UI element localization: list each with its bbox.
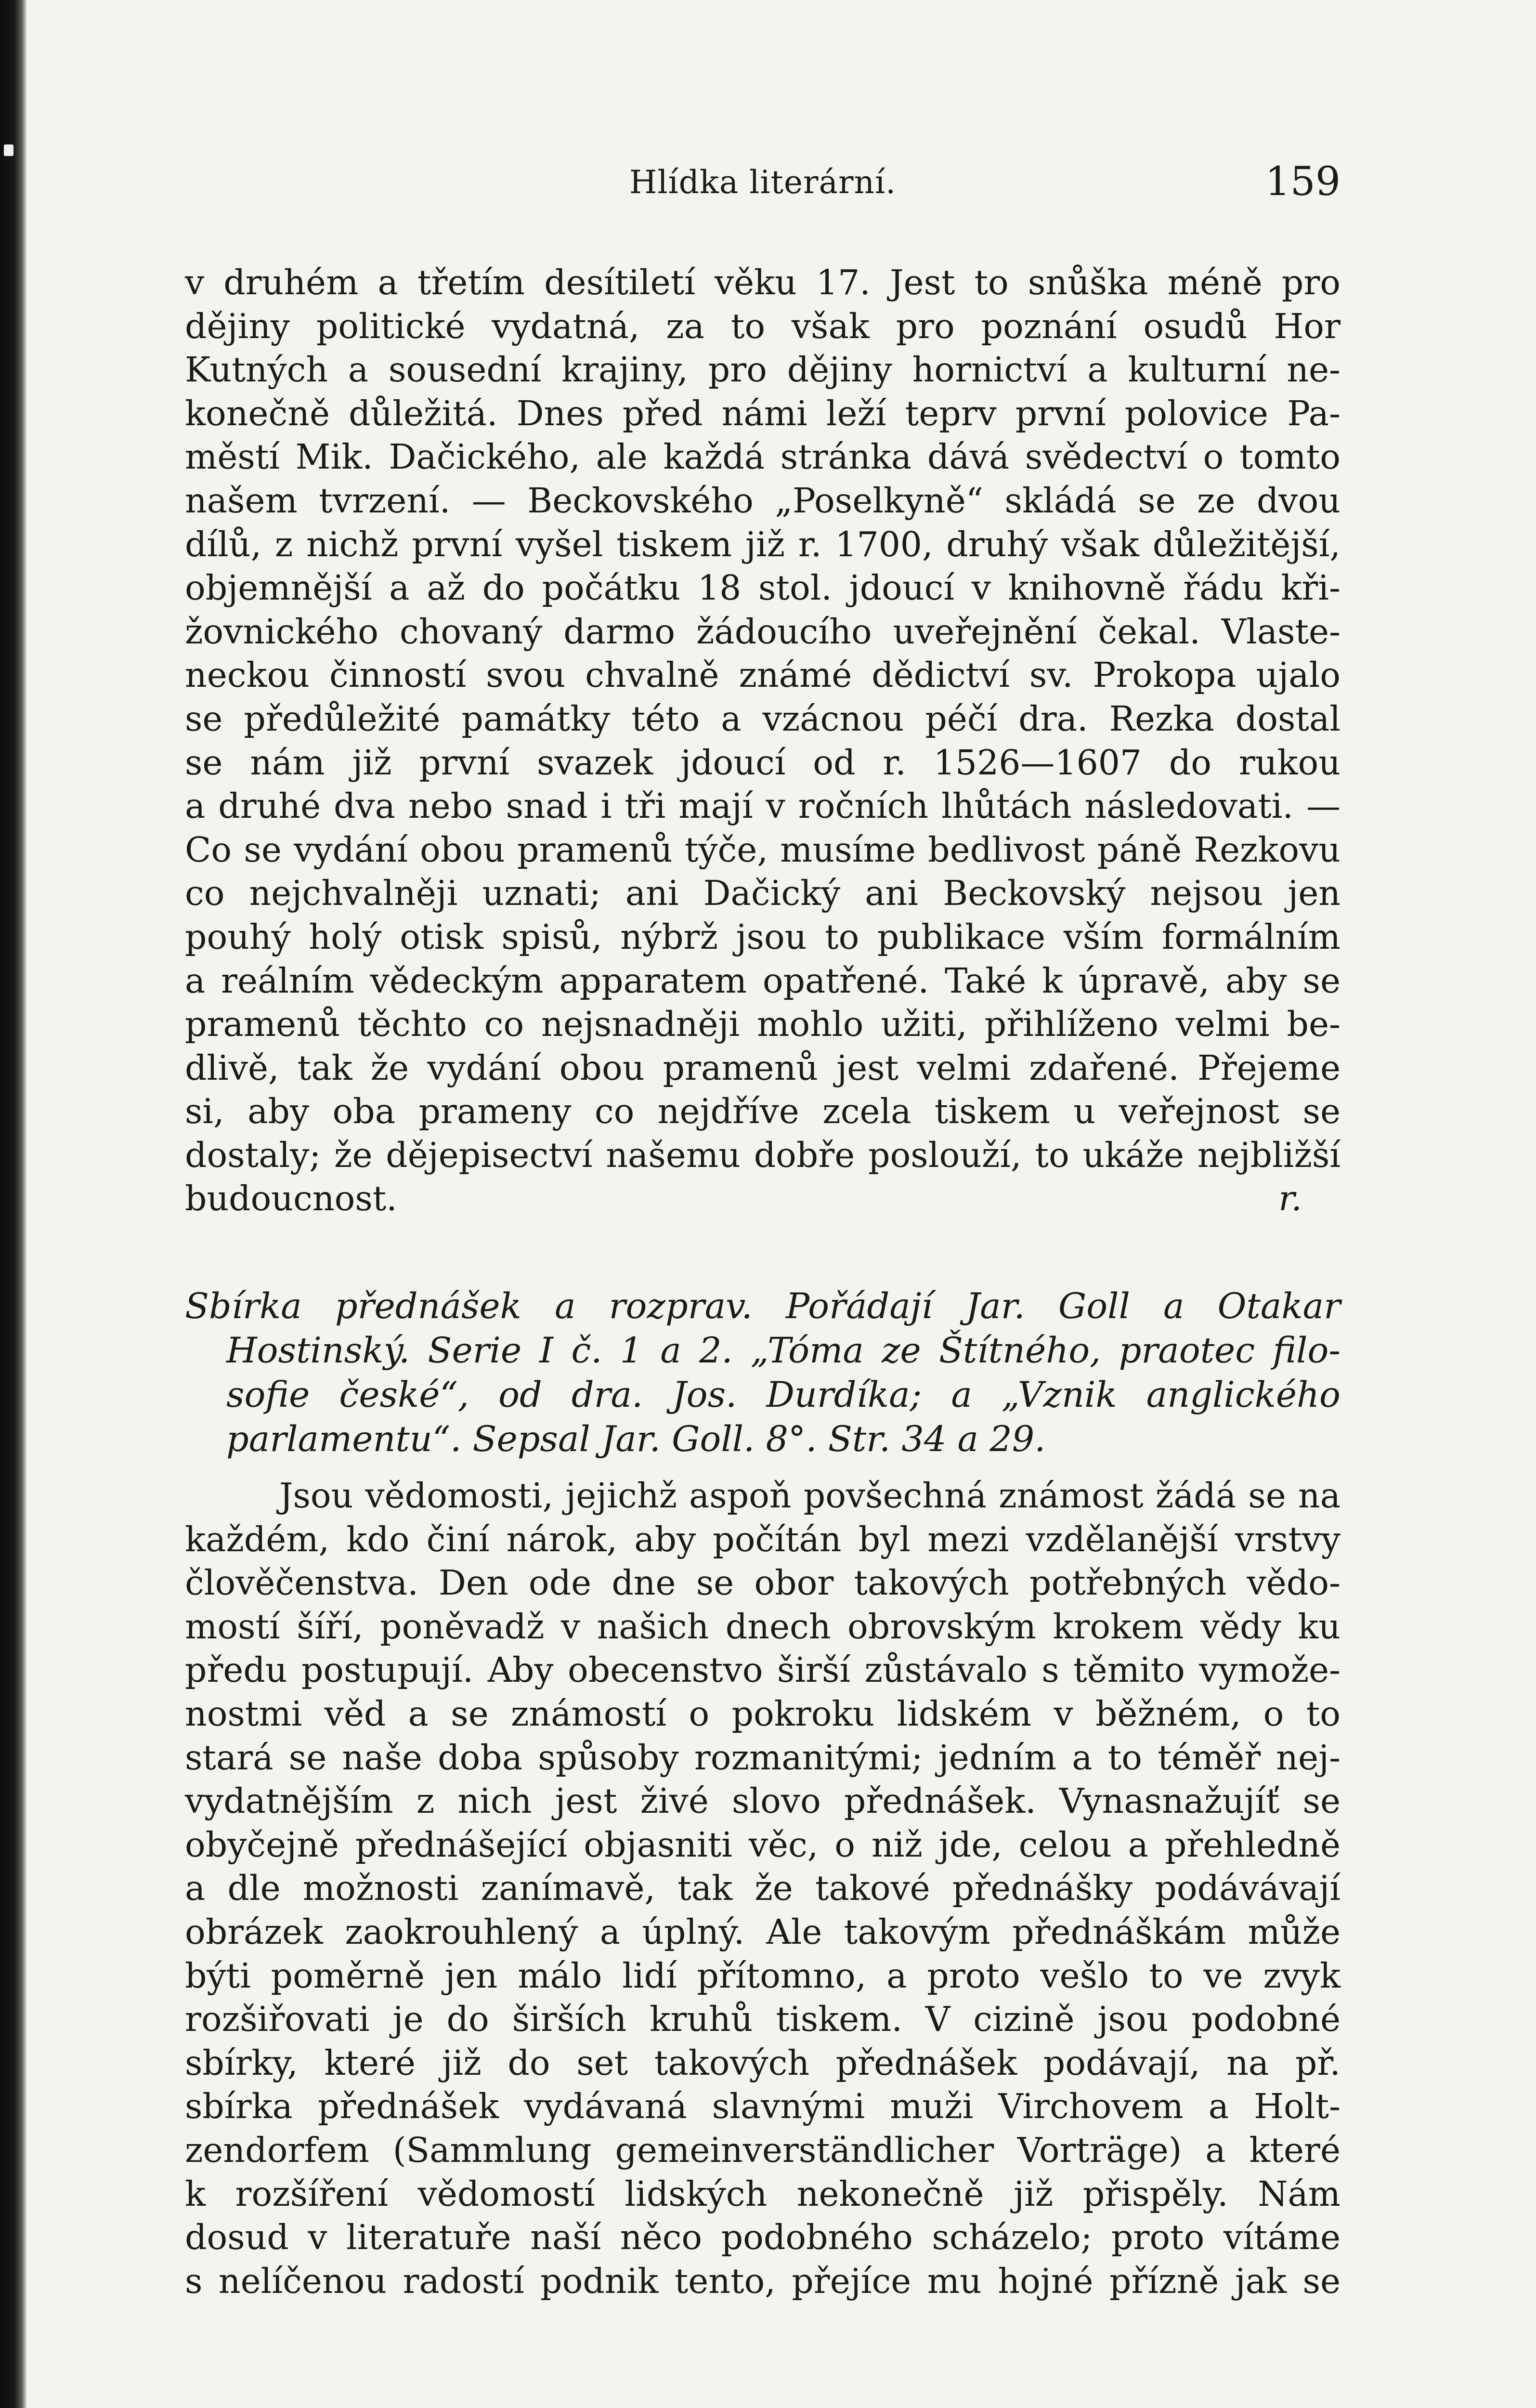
text-line: k rozšíření vědomostí lidských nekonečně již přispěly. Nám bbox=[185, 2173, 1341, 2214]
running-title: Hlídka literární. bbox=[629, 164, 897, 201]
paragraph-2 bbox=[185, 1474, 1341, 2303]
scan-edge-mark bbox=[4, 144, 13, 156]
text-line: a dle možnosti zanímavě, tak že takové přednášky podávávají bbox=[185, 1868, 1341, 1909]
closing-word: budoucnost. bbox=[185, 1178, 397, 1219]
paragraph-1 bbox=[185, 261, 1341, 1221]
text-line: obyčejně přednášející objasniti věc, o niž jde, celou a přehledně bbox=[185, 1824, 1341, 1865]
heading-line: parlamentu“. Sepsal Jar. Goll. 8°. Str. 34 a 29. bbox=[226, 1419, 1046, 1460]
text-line: neckou činností svou chvalně známé dědictví sv. Prokopa ujalo bbox=[185, 655, 1341, 695]
text-line: předu postupují. Aby obecenstvo širší zůstávalo s těmito vymože- bbox=[185, 1650, 1341, 1690]
text-line: Jsou vědomosti, jejichž aspoň povšechná známost žádá se na bbox=[279, 1476, 1341, 1516]
text-line: mostí šíří, poněvadž v našich dnech obrovským krokem vědy ku bbox=[185, 1606, 1341, 1647]
text-line: v druhém a třetím desítiletí věku 17. Jest to snůška méně pro bbox=[185, 262, 1341, 302]
scan-edge bbox=[0, 0, 26, 2408]
text-line: městí Mik. Dačického, ale každá stránka dává svědectví o tomto bbox=[185, 437, 1341, 477]
text-line: a druhé dva nebo snad i tři mají v ročních lhůtách následovati. — bbox=[185, 786, 1341, 826]
text-line: se předůležité památky této a vzácnou péčí dra. Rezka dostal bbox=[185, 698, 1341, 739]
text-line: býti poměrně jen málo lidí přítomno, a proto vešlo to ve zvyk bbox=[185, 1955, 1341, 1996]
text-line: dosud v literatuře naší něco podobného scházelo; proto vítáme bbox=[185, 2217, 1341, 2258]
text-line: objemnější a až do počátku 18 stol. jdoucí v knihovně řádu kři- bbox=[185, 568, 1341, 608]
text-line: obrázek zaokrouhlený a úplný. Ale takovým přednáškám může bbox=[185, 1912, 1341, 1952]
text-line: pramenů těchto co nejsnadněji mohlo užiti, přihlíženo velmi be- bbox=[185, 1004, 1341, 1045]
text-line-last bbox=[185, 1177, 1341, 1221]
text-line: stará se naše doba spůsoby rozmanitými; jedním a to téměř nej- bbox=[185, 1737, 1341, 1778]
text-line: našem tvrzení. — Beckovského „Poselkyně“ skládá se ze dvou bbox=[185, 480, 1341, 521]
text-line: vydatnějším z nich jest živé slovo přednášek. Vynasnažujíť se bbox=[185, 1781, 1341, 1821]
heading-line: Sbírka přednášek a rozprav. Pořádají Jar. Goll a Otakar bbox=[185, 1286, 1341, 1327]
author-signature: r. bbox=[1278, 1178, 1302, 1219]
text-line: konečně důležitá. Dnes před námi leží teprv první polovice Pa- bbox=[185, 393, 1341, 433]
text-line: dostaly; že dějepisectví našemu dobře poslouží, to ukáže nejbližší bbox=[185, 1135, 1341, 1175]
text-line: Kutných a sousední krajiny, pro dějiny hornictví a kulturní ne- bbox=[185, 350, 1341, 390]
text-line: a reálním vědeckým apparatem opatřené. Také k úpravě, aby se bbox=[185, 960, 1341, 1001]
text-line: dlivě, tak že vydání obou pramenů jest velmi zdařené. Přejeme bbox=[185, 1047, 1341, 1088]
text-line: dějiny politické vydatná, za to však pro poznání osudů Hor bbox=[185, 306, 1341, 346]
review-heading bbox=[185, 1284, 1341, 1462]
text-line: Co se vydání obou pramenů týče, musíme bedlivost páně Rezkovu bbox=[185, 829, 1341, 870]
text-line: žovnického chovaný darmo žádoucího uveřejnění čekal. Vlaste- bbox=[185, 611, 1341, 652]
text-line: každém, kdo činí nárok, aby počítán byl mezi vzdělanější vrstvy bbox=[185, 1519, 1341, 1559]
text-line: si, aby oba prameny co nejdříve zcela tiskem u veřejnost se bbox=[185, 1091, 1341, 1132]
text-line: sbírky, které již do set takových přednášek podávají, na př. bbox=[185, 2042, 1341, 2083]
text-line: zendorfem (Sammlung gemeinverständlicher Vorträge) a které bbox=[185, 2130, 1341, 2170]
page bbox=[185, 159, 1341, 2303]
text-line: s nelíčenou radostí podnik tento, přejíce mu hojné přízně jak se bbox=[185, 2261, 1341, 2301]
text-line: nostmi věd a se známostí o pokroku lidském v běžném, o to bbox=[185, 1694, 1341, 1734]
running-head bbox=[185, 159, 1341, 217]
heading-line: Hostinský. Serie I č. 1 a 2. „Tóma ze Štítného, praotec filo- bbox=[226, 1330, 1341, 1372]
text-line: rozšiřovati je do širších kruhů tiskem. V cizině jsou podobné bbox=[185, 1999, 1341, 2040]
text-line: dílů, z nichž první vyšel tiskem již r. 1700, druhý však důležitější, bbox=[185, 524, 1341, 564]
text-line: sbírka přednášek vydávaná slavnými muži Virchovem a Holt- bbox=[185, 2086, 1341, 2127]
text-line: co nejchvalněji uznati; ani Dačický ani Beckovský nejsou jen bbox=[185, 873, 1341, 914]
text-line: se nám již první svazek jdoucí od r. 1526—1607 do rukou bbox=[185, 742, 1341, 783]
page-number: 159 bbox=[1265, 159, 1341, 205]
text-line: pouhý holý otisk spisů, nýbrž jsou to publikace vším formálním bbox=[185, 916, 1341, 957]
text-line: člověčenstva. Den ode dne se obor takových potřebných vědo- bbox=[185, 1563, 1341, 1603]
heading-line: sofie české“, od dra. Jos. Durdíka; a „Vznik anglického bbox=[226, 1374, 1341, 1416]
